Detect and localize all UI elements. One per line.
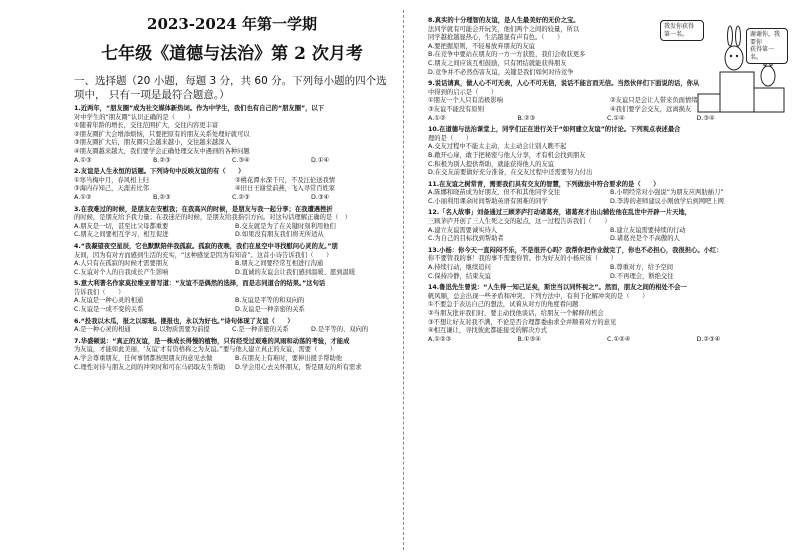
question <box>428 126 786 178</box>
speech-bubble-right <box>746 28 788 64</box>
question-stem-line: 6.“投我以木瓜，报之以琼琚。匪报也，永以为好也。”诗句体现了友谊（ ） <box>74 317 294 325</box>
question <box>428 284 786 344</box>
answer-options <box>428 115 786 124</box>
answer-option: C.积极为别人提供帮助，就能获得他人的友谊 <box>428 160 555 168</box>
answer-option: B.朋友之间要经常互相进行沟通 <box>235 260 324 268</box>
question-stem-line: 3.在我难过的时候，是朋友在安慰我；在我高兴的时候，是朋友与我一起分享；在我遭遇挫折 <box>74 205 333 213</box>
question-stem-line: 帆风顺，总会出现一些矛盾和冲突。下列方法中，有利于化解冲突的是（ ） <box>428 292 649 300</box>
answer-option: C.友谊对个人的自我成长产生影响 <box>74 268 169 276</box>
section-heading-line: 一、选择题（20 小题，每题 3 分，共 60 分。下列每小题的四个选项中， <box>74 75 387 101</box>
statement-item: ①随着年龄的增长，交往范围扩大，交往内容更丰富 <box>74 122 219 130</box>
answer-option: C.理性对待与朋友之间的冲突时和可在马码取友生帮助 <box>74 363 226 371</box>
question-stem-line: 5.意大利著名作家莫拉维亚曾写道：“友谊不是偶然的选择，而是志同道合的结果。”这句话 <box>74 280 326 288</box>
answer-option: A.人只有在孤寂的时候才需要朋友 <box>74 260 169 268</box>
question-stem-line: 理的是（ ） <box>428 134 473 142</box>
answer-options <box>74 223 390 240</box>
answer-option: C.①④ <box>607 114 625 122</box>
answer-option: A.要把握原则，不轻易放弃朋友的友谊 <box>428 42 535 50</box>
answer-options <box>428 43 673 77</box>
answer-option: D.在交友前要做好充分准备，在交友过程中还需要努力付出 <box>428 169 593 177</box>
question-stem-line: 13.小杨：你今天一直闷闷不乐，不是很开心吗？我帮你把作业做完了，你也不必担心，我很担心。小红： <box>428 246 723 254</box>
answer-option: C.保持冷静，结束友谊 <box>428 272 492 280</box>
question-stem-line: 14.鲁迅先生曾说：“人生得一知己足矣，斯世当以同怀视之”。然而，朋友之间的相处不会一 <box>428 284 687 292</box>
answer-option: D.②③④ <box>696 335 721 343</box>
question-stem-line: 法同学就有可能会开玩笑，他们两个之间的较量，所以 <box>428 25 580 33</box>
question <box>74 168 390 202</box>
answer-option: A.友谊是一种心灵的相通 <box>74 297 144 305</box>
answer-option: D.直诚的友谊会让我们感到温暖、愿到温暖 <box>235 268 356 276</box>
answer-option: D.是平等的、双向的 <box>311 326 369 334</box>
answer-option: B.②③ <box>153 193 171 201</box>
question-stem-line: 9.说话请真，做人心不可无表，人心不可无信，说话不能言而无信。当然伙伴们下面说的话，你从 <box>428 80 700 88</box>
answer-option: B.敞开心扉，敢于把秘密与他人分享，才有机会找到朋友 <box>428 151 586 159</box>
question-stem-line: 2.友谊是人生永恒的话题。下列诗句中反映友谊的有（ ） <box>74 168 245 176</box>
question <box>74 338 390 372</box>
cartoon-figure <box>658 14 788 114</box>
answer-options <box>74 326 390 335</box>
column-divider <box>403 10 404 550</box>
answer-option: A.①② <box>428 114 446 122</box>
answer-options <box>428 227 786 244</box>
statement-item: ②朋友圈扩大会增添烦恼，只要把原有的朋友关系处理好就可以 <box>74 130 250 138</box>
answer-option: ③海内存知己，天涯若比邻 <box>74 185 149 193</box>
answer-option: C.为自己的目标找到帮助者 <box>428 235 504 243</box>
answer-option: D.学会用心去关怀朋友，帮是朋友的所有需求 <box>235 363 362 371</box>
question <box>428 181 786 207</box>
answer-option: B.友谊是平等的和双向的 <box>235 297 305 305</box>
answer-option: D.友谊是一种亲密的关系 <box>235 306 305 314</box>
answer-option: A.①③ <box>74 156 92 164</box>
answer-option: ①寒当梅中月，春风相上归 <box>74 176 149 184</box>
answer-option: B.小明经常对小强说“为朋友应两肋插刀” <box>610 189 724 197</box>
answer-options <box>74 297 390 314</box>
answer-options <box>428 143 786 177</box>
question-stem-line: 1.近两年，“朋友圈”成为社交媒体新热词。作为中学生，我们也有自己的“朋友圈”，以下 <box>74 105 325 112</box>
answer-option: ④旧日王谢堂前燕，飞入寻常百姓家 <box>235 185 336 193</box>
exam-title: 七年级《道德与法治》第 2 次月考 <box>101 44 363 64</box>
exam-term-title: 2023-2024 年第一学期 <box>147 15 317 33</box>
answer-option: C.友谊是一成不变的关系 <box>74 306 144 314</box>
question-stem-line: 告诉我们（ ） <box>74 288 125 296</box>
answer-option: A.陈娜和晓苗成为好朋友，但不和其他同学交往 <box>428 189 561 197</box>
question <box>74 280 390 314</box>
answer-option: ④我们要学会交友，远离损友 <box>610 105 692 113</box>
question-stem-line: 7.华盛顿说：“真正的友谊，是一株成长得慢的植物，只有经受过艰难的风雨和动荡的考验，才能成 <box>74 337 350 345</box>
answer-option: C.③④ <box>232 156 250 164</box>
answer-option: D.李涛的老师建议小刚放学后到网吧上网 <box>610 197 724 205</box>
question-stem-line: 4.“我凝望夜空星辰，它也默默陪伴我孤寂。孤寂的夜晚，我们在星空中寻找慰问心灵的友。”朋 <box>74 242 338 250</box>
question <box>74 318 390 335</box>
answer-options <box>428 189 786 206</box>
question <box>428 247 786 281</box>
answer-option: D.不再理会，断绝交往 <box>610 272 674 280</box>
answer-option: A.朋友是一切，甚至比父母都重要 <box>74 222 169 230</box>
right-column <box>408 0 794 560</box>
question-stem-line: 10.在道德与法治课堂上，同学们正在进行关于“如何建立友谊”的讨论。下列观点表述最合 <box>428 126 681 134</box>
answer-option: ②友谊只是会让人带来负面情绪 <box>610 97 698 105</box>
speech-bubble-right-text: 谢谢你，我要你 获得第一名。 <box>750 31 781 61</box>
answer-option: D.竞争并不必然伤害友谊，关键是我们如何对待竞争 <box>428 68 574 76</box>
question-stem-line: 同学越抢越显热心，生活越显有声有色。（ ） <box>428 34 564 42</box>
question-stem-line: 12.「名人故事」刘备通过三顾茅庐打动诸葛亮，诸葛亮才出山辅佐他在乱世中开辟一片天地， <box>428 209 692 217</box>
answer-option: D.③④ <box>311 193 330 201</box>
answer-option: B.②③ <box>517 114 536 122</box>
section-heading <box>74 74 390 102</box>
answer-options <box>428 264 786 281</box>
answer-option: B.在朋友上有难时，要伸出援手帮助他 <box>235 355 343 363</box>
speech-bubble-left-text: 我发你获得 第一名。 <box>664 23 695 38</box>
answer-option: A.①② <box>74 193 92 201</box>
answer-option: C.朋友之间应该互相鼓励，只有团结就能获得朋友 <box>428 59 567 67</box>
question <box>74 243 390 277</box>
answer-options <box>74 260 390 277</box>
question-stem-line: 为友谊，才能如此美丽，‘友谊’才有资格称之为友谊。”要与他人建立真正的友谊，需要（ ） <box>74 346 337 354</box>
question-stem-line: 8.真实的十分理智的友谊，是人生最美好的无价之宝。 <box>428 17 580 24</box>
statement-item: ④朋友圈越来越大，我们要学会正确处理交友中遇到的各种问题 <box>74 147 250 155</box>
statement-item: ④相互谦让，寻找彼此都能接受的解决方式 <box>428 327 547 335</box>
answer-option: D.如果没有朋友我们将无所适从 <box>235 231 324 239</box>
answer-option: B.以物质需要为前提 <box>153 326 210 334</box>
answer-options <box>74 177 390 194</box>
answer-option: A.交友过程中不能太主动，太主动会让别人瞧不起 <box>428 143 567 151</box>
question <box>428 209 786 243</box>
answer-option: C.是一种亲密的关系 <box>232 326 289 334</box>
answer-option: C.朋友之间要相互学习、相互促进 <box>74 231 169 239</box>
statement-item: ①不要急于表达自己的想法，试着从对方的角度看问题 <box>428 301 579 309</box>
answer-option: A.建立友谊需要诚实待人 <box>428 226 498 234</box>
answer-option: B.①③④ <box>517 335 541 343</box>
statement-item: ②当朋友批评我们时，要主动找他谈话，给朋友一个解释的机会 <box>428 310 604 317</box>
question-stem-line: 的时候，是朋友给予我力量；在我迷茫的时候，是朋友给我指引方向。对这句话理解正确的是（ ） <box>74 214 352 222</box>
answer-option: C.①②④ <box>607 335 631 343</box>
question-stem-line: 你不要管我的事！我的事不需要你管。作为好友的小杨应该（ ） <box>428 255 617 263</box>
question-stem-line: 11.在友谊之树常青，需要我们具有交友的智慧，下列做法中符合要求的是（ ） <box>428 180 660 188</box>
answer-options <box>428 336 786 345</box>
question-stem-line: 中得到的启示是（ ） <box>428 88 498 96</box>
statement-item: ③不想让好友对我不满，不论是否合理都委曲求全并顺着对方的意见 <box>428 318 617 326</box>
question <box>74 105 390 165</box>
answer-option: ①朋友一个人只有消极影响 <box>428 97 503 105</box>
question-stem-line: 三顾茅庐开创了三人生死之交的起点，这一过程告诉我们（ ） <box>428 218 611 226</box>
answer-option: A.①②③ <box>428 335 452 343</box>
answer-options <box>74 194 390 203</box>
left-question-list <box>74 105 390 372</box>
speech-bubble-left <box>660 20 704 41</box>
answer-option: D.①④ <box>311 156 330 164</box>
answer-option: A.学会尊重朋友，任何事情都按照朋友的意见去做 <box>74 355 213 363</box>
answer-option: B.交友就是为了在关键时刻利用他们 <box>235 222 336 230</box>
answer-option: B.尊重对方，给予空间 <box>610 264 673 272</box>
statement-item: ③朋友圈扩大后，朋友圈只会越来越小，交往越来越深入 <box>74 139 231 147</box>
answer-option: A.是一种心灵的相通 <box>74 326 131 334</box>
answer-option: C.小丽利用课余时间帮助英语有困难的同学 <box>428 197 548 205</box>
question-stem-line: 对中学生的“朋友圈”认识正确的是（ ） <box>74 113 194 121</box>
answer-option: B.②③ <box>153 156 171 164</box>
answer-option: C.②③ <box>232 193 250 201</box>
answer-option: B.在竞争中要站在朋友的一方一方获胜，我们会收获更多 <box>428 51 586 59</box>
answer-option: ②桃花潭水深千尺，不及汪伦送我情 <box>235 176 336 184</box>
answer-option: D.③④ <box>696 114 715 122</box>
section-heading-line: 只有一项是最符合题意。） <box>108 89 230 101</box>
answer-option: B.建立友谊需要持续的行动 <box>610 226 686 234</box>
answer-options <box>74 355 390 372</box>
answer-option: ③友谊不能没有原则 <box>428 105 485 113</box>
question-stem-line: 友间，因为有对方而感到生活的充实，“这种感觉是因为有知音”。这首小诗告诉我们（ ） <box>74 251 333 259</box>
answer-option: D.诸葛亮是个不高傲的人 <box>610 235 680 243</box>
answer-options <box>74 157 390 166</box>
question <box>74 206 390 240</box>
answer-option: A.持续行动，继续追问 <box>428 264 491 272</box>
